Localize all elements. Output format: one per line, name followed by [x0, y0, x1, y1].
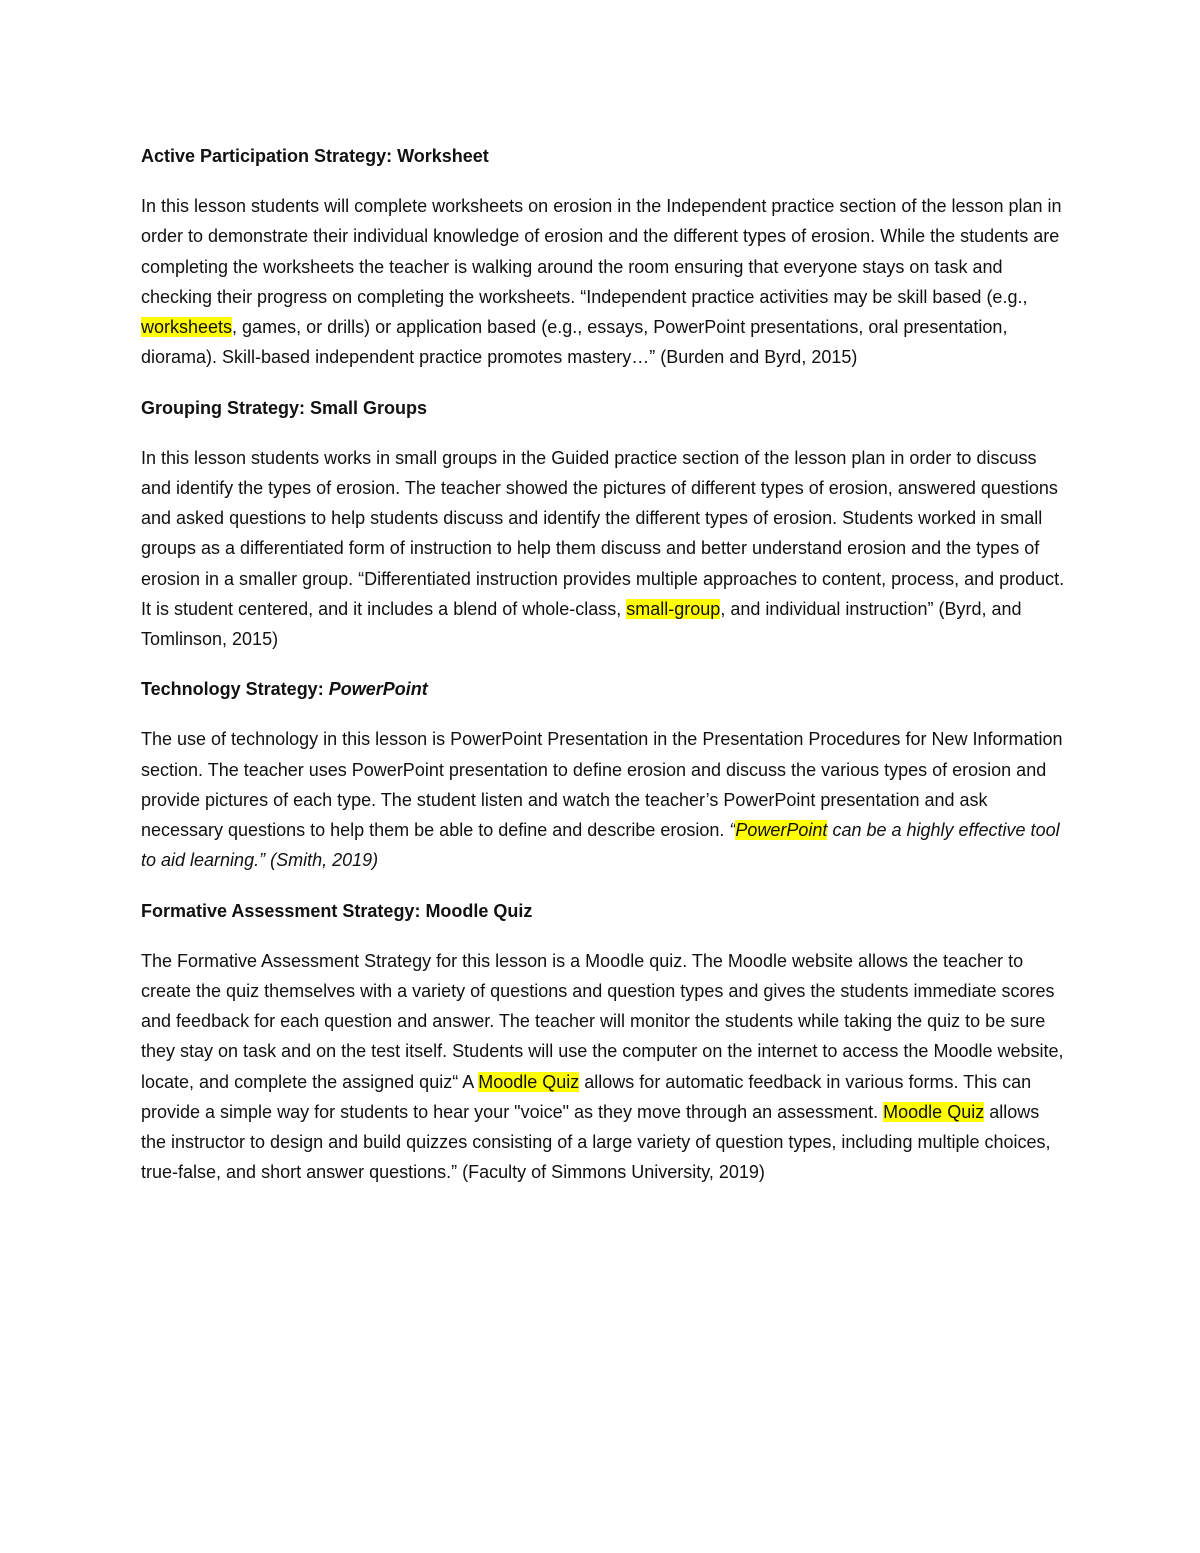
highlighted-text: Moodle Quiz: [478, 1071, 580, 1092]
paragraph-text: allows the instructor to design and build quizzes consisting of a large variety of question types, including multiple choices, true-false, and short answer questions.” (Faculty of Simmons University, 2019): [141, 1101, 1051, 1183]
highlighted-text: PowerPoint: [735, 820, 828, 840]
paragraph-text: , games, or drills) or application based (e.g., essays, PowerPoint presentations, oral presentation, diorama). Skill-based independent practice promotes mastery…” (Burden and Byrd, 2015): [141, 317, 1008, 368]
section-heading-technology: [141, 674, 1066, 704]
paragraph-text: The use of technology in this lesson is PowerPoint Presentation in the Presentation Procedures for New Information section. The teacher uses PowerPoint presentation to define erosion and discuss the various types of erosion and provide pictures of each type. The student listen and watch the teacher’s PowerPoint presentation and ask necessary questions to help them be able to define and describe erosion.: [141, 729, 1063, 840]
highlighted-text: Moodle Quiz: [883, 1101, 985, 1122]
heading-text: Technology Strategy:: [141, 679, 329, 700]
paragraph-text: , and individual instruction” (Byrd, and Tomlinson, 2015): [141, 598, 1022, 649]
highlighted-text: small-group: [626, 598, 721, 619]
section-heading-active-participation: Active Participation Strategy: Worksheet: [141, 146, 489, 166]
section-heading-formative-assessment: Formative Assessment Strategy: Moodle Quiz: [141, 900, 533, 921]
section-paragraph-technology: [141, 724, 1066, 875]
paragraph-text: In this lesson students works in small groups in the Guided practice section of the lesson plan in order to discuss and identify the types of erosion. The teacher showed the pictures of different types of erosion, answered questions and asked questions to help students discuss and identify the different types of erosion. Students worked in small groups as a differentiated form of instruction to help them discuss and better understand erosion and the types of erosion in a smaller group. “Differentiated instruction provides multiple approaches to content, process, and product. It is student centered, and it includes a blend of whole-class,: [141, 447, 1065, 619]
quote-rest: can be a highly effective tool to aid learning.” (Smith, 2019): [141, 820, 1060, 871]
quote-open: “: [729, 820, 736, 840]
section-paragraph-formative-assessment: [141, 946, 1066, 1188]
paragraph-text: allows for automatic feedback in various forms. This can provide a simple way for students to hear your "voice" as they move through an assessment.: [141, 1071, 1032, 1122]
document-body: [141, 141, 1066, 1208]
highlighted-text: worksheets: [141, 317, 233, 337]
section-heading-grouping: Grouping Strategy: Small Groups: [141, 397, 428, 418]
section-paragraph-active-participation: [141, 191, 1066, 373]
section-paragraph-grouping: [141, 443, 1066, 655]
heading-italic-text: PowerPoint: [328, 679, 428, 700]
paragraph-text: The Formative Assessment Strategy for this lesson is a Moodle quiz. The Moodle website allows the teacher to create the quiz themselves with a variety of questions and question types and gives the students immediate scores and feedback for each question and answer. The teacher will monitor the students while taking the quiz to be sure they stay on task and on the test itself. Students will use the computer on the internet to access the Moodle website, locate, and complete the assigned quiz“ A: [141, 950, 1064, 1092]
paragraph-text: In this lesson students will complete worksheets on erosion in the Independent practice section of the lesson plan in order to demonstrate their individual knowledge of erosion and the different types of erosion. While the students are completing the worksheets the teacher is walking around the room ensuring that everyone stays on task and checking their progress on completing the worksheets. “Independent practice activities may be skill based (e.g.,: [141, 196, 1062, 307]
